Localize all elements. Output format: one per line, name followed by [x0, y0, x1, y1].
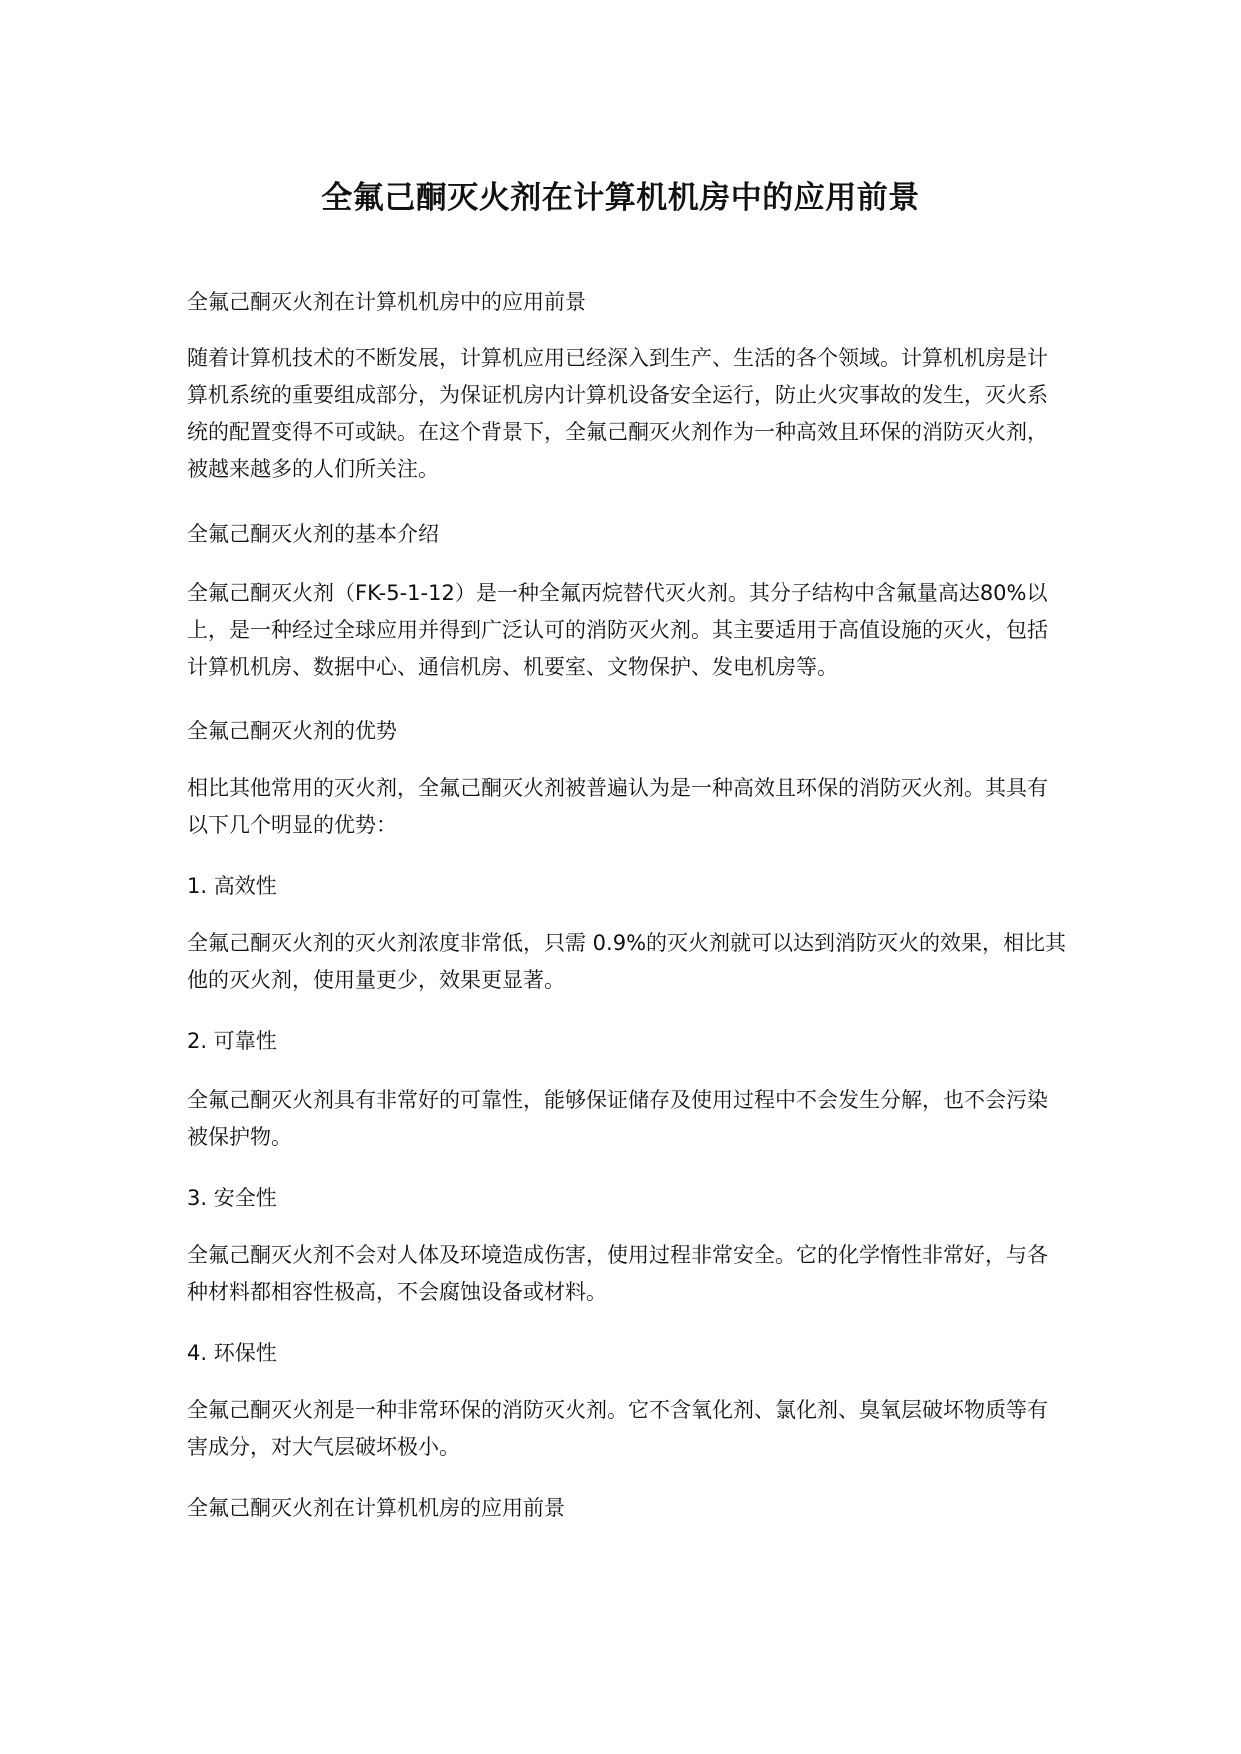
section-heading: 全氟己酮灭火剂的基本介绍: [187, 522, 439, 546]
body-paragraph: 随着计算机技术的不断发展，计算机应用已经深入到生产、生活的各个领域。计算机机房是计算机系统的重要组成部分，为保证机房内计算机设备安全运行，防止火灾事故的发生，灭火系统的配置变得不可或缺。在这个背景下，全氟己酮灭火剂作为一种高效且环保的消防灭火剂，被越来越多的人们所关注。: [187, 346, 1048, 481]
list-heading: 1. 高效性: [187, 874, 277, 898]
list-heading: 3. 安全性: [187, 1186, 277, 1210]
list-heading: 4. 环保性: [187, 1341, 277, 1365]
body-paragraph: 全氟己酮灭火剂是一种非常环保的消防灭火剂。它不含氧化剂、氯化剂、臭氧层破坏物质等有害成分，对大气层破坏极小。: [187, 1398, 1048, 1459]
body-paragraph: 全氟己酮灭火剂的灭火剂浓度非常低，只需 0.9%的灭火剂就可以达到消防灭火的效果，相比其他的灭火剂，使用量更少，效果更显著。: [187, 931, 1067, 992]
body-paragraph: 全氟己酮灭火剂不会对人体及环境造成伤害，使用过程非常安全。它的化学惰性非常好，与各种材料都相容性极高，不会腐蚀设备或材料。: [187, 1243, 1048, 1304]
body-paragraph: 全氟己酮灭火剂具有非常好的可靠性，能够保证储存及使用过程中不会发生分解，也不会污染被保护物。: [187, 1088, 1048, 1149]
document-title: 全氟己酮灭火剂在计算机机房中的应用前景: [321, 180, 920, 216]
body-paragraph: 全氟己酮灭火剂（FK-5-1-12）是一种全氟丙烷替代灭火剂。其分子结构中含氟量高达80%以上，是一种经过全球应用并得到广泛认可的消防灭火剂。其主要适用于高值设施的灭火，包括计算机机房、数据中心、通信机房、机要室、文物保护、发电机房等。: [187, 581, 1048, 679]
section-heading: 全氟己酮灭火剂在计算机机房的应用前景: [187, 1496, 565, 1520]
section-heading: 全氟己酮灭火剂的优势: [187, 719, 397, 743]
body-paragraph: 相比其他常用的灭火剂，全氟己酮灭火剂被普遍认为是一种高效且环保的消防灭火剂。其具有以下几个明显的优势：: [187, 776, 1048, 837]
section-heading: 全氟己酮灭火剂在计算机机房中的应用前景: [187, 290, 586, 314]
list-heading: 2. 可靠性: [187, 1029, 277, 1053]
